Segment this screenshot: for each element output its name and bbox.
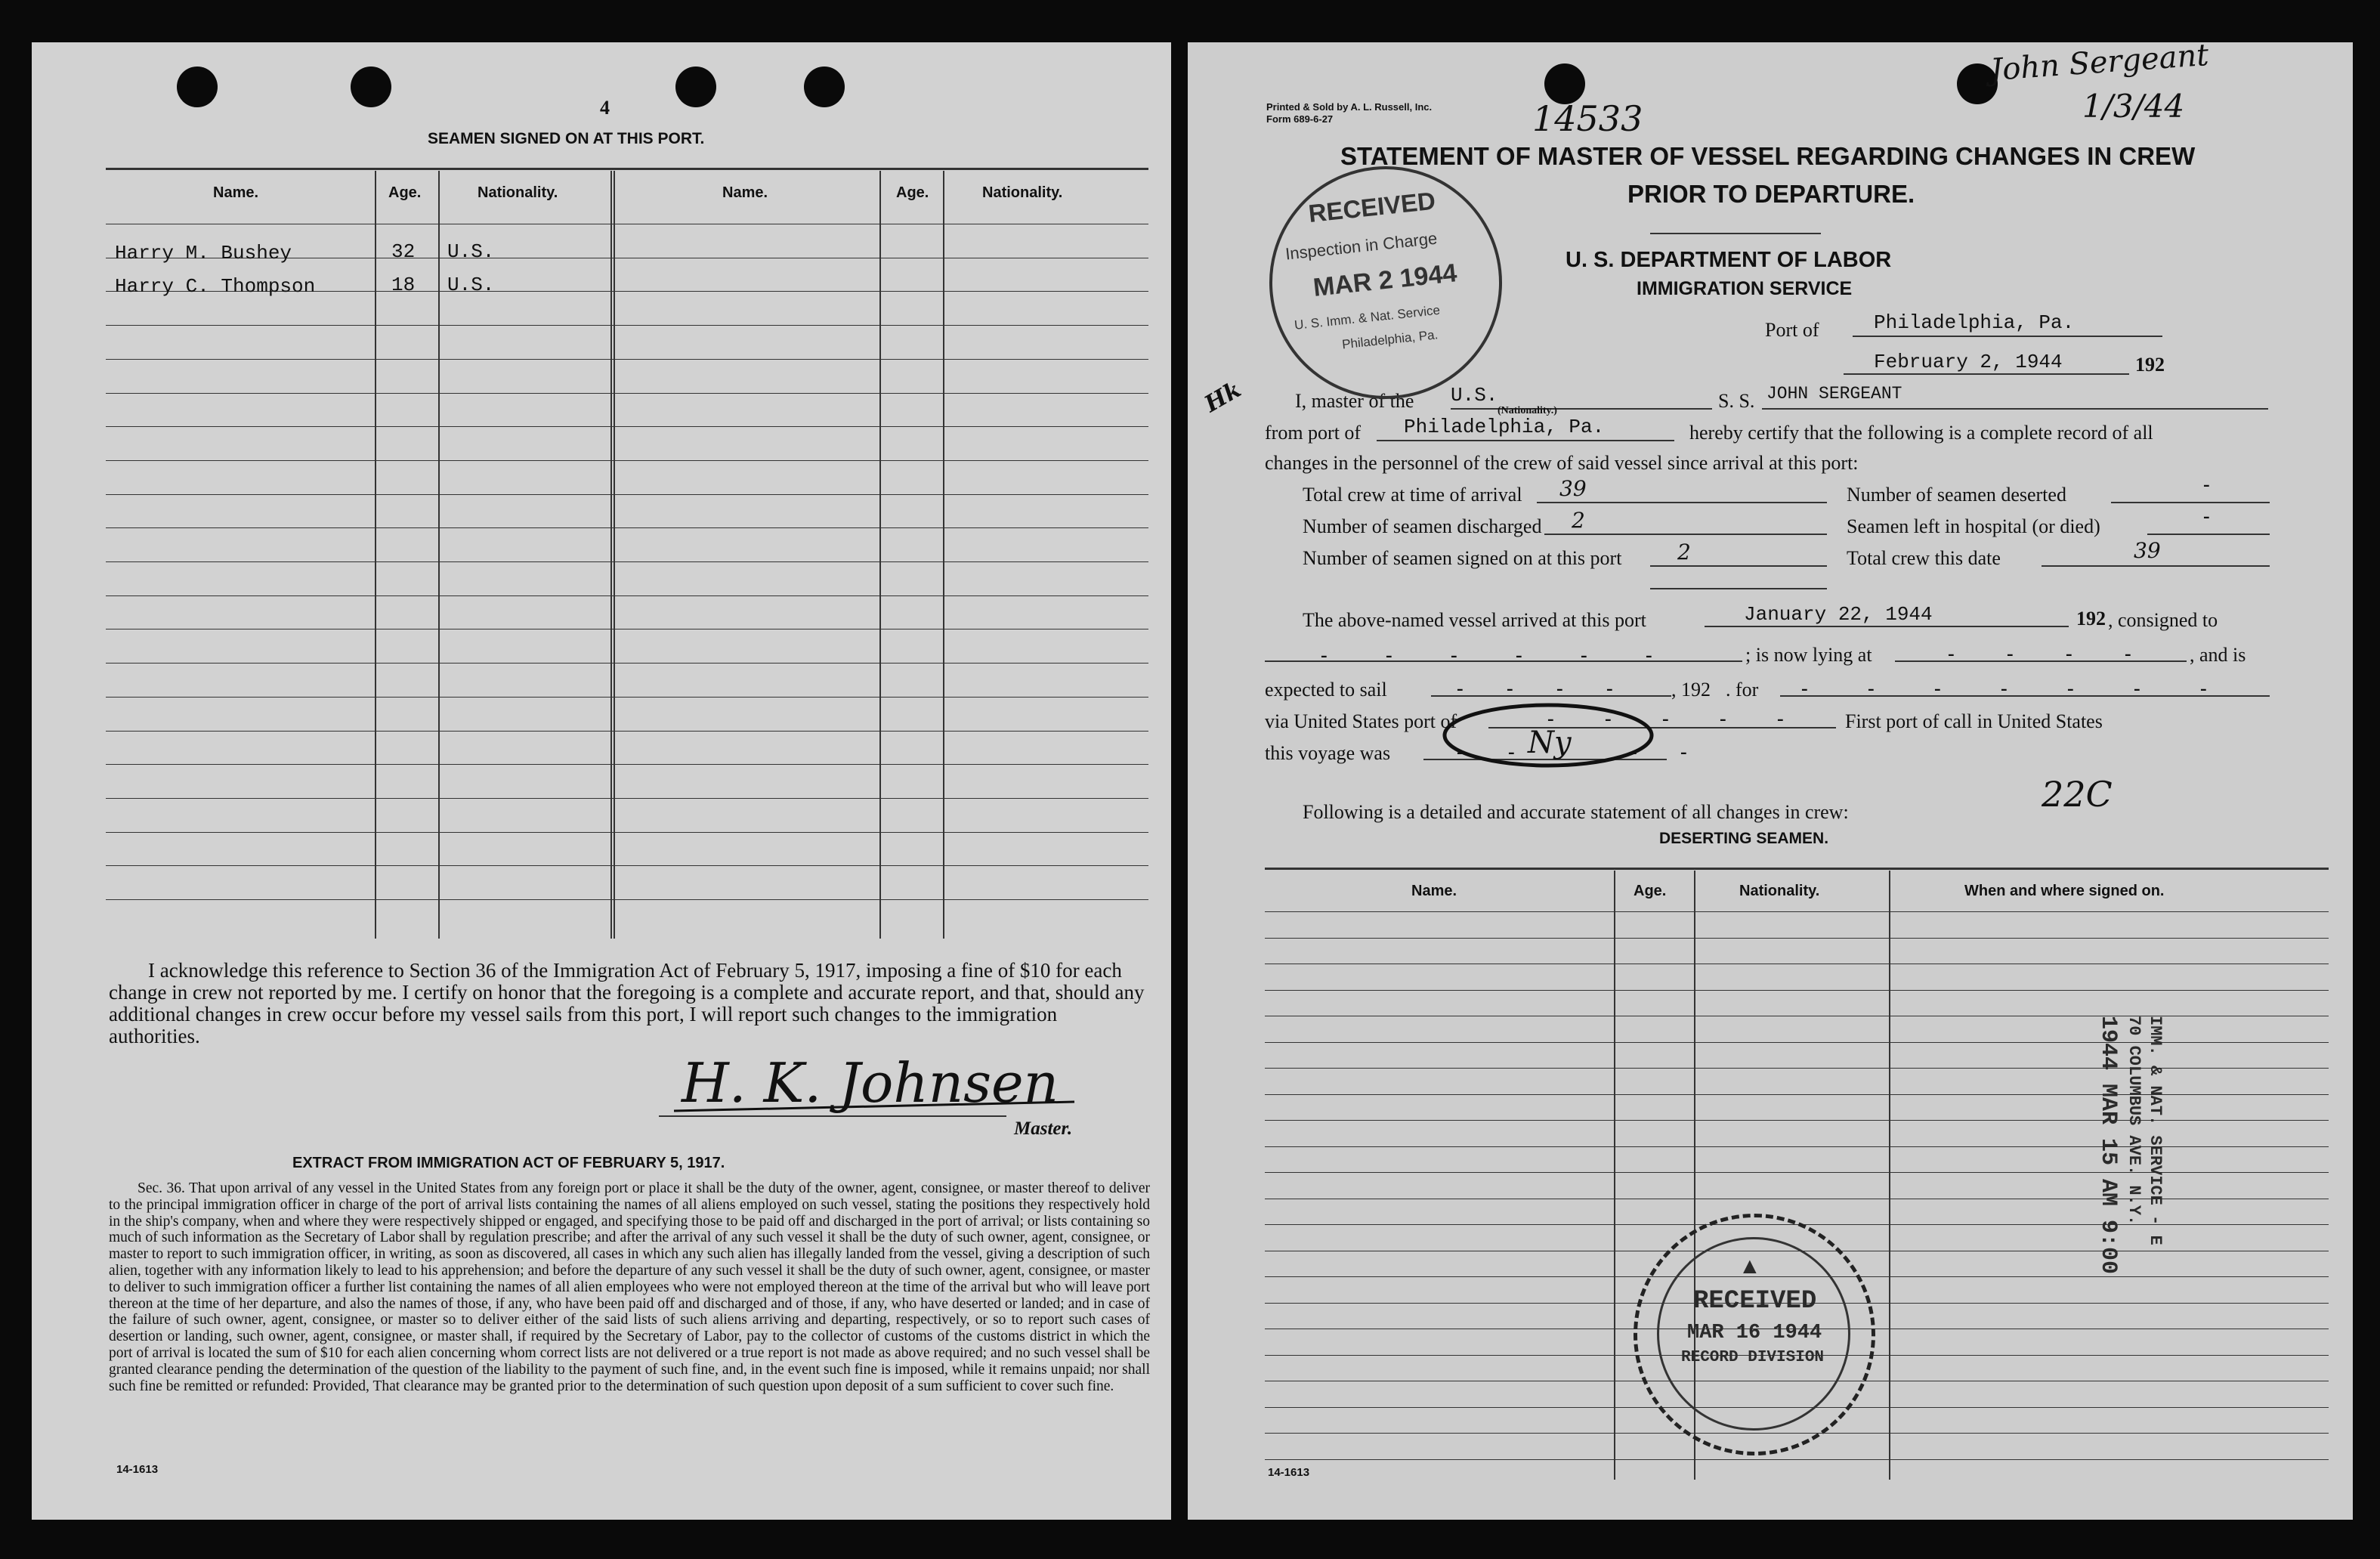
table-row-line (106, 460, 1148, 461)
certify-text: hereby certify that the following is a complete record of all (1689, 422, 2153, 444)
page-number: 4 (600, 97, 610, 119)
table-row-line (106, 663, 1148, 664)
master-of-label: I, master of the (1295, 390, 1414, 412)
dash-mark: - (1457, 677, 1464, 699)
column-divider (1889, 871, 1890, 1480)
handwritten-code: 22C (2042, 774, 2113, 815)
dash-mark: - (1386, 644, 1392, 666)
dash-mark: - (1516, 644, 1522, 666)
form-code: 14-1613 (116, 1463, 159, 1476)
from-port-line (1377, 440, 1674, 441)
table-row-line (106, 359, 1148, 360)
for-label: . for (1726, 679, 1759, 701)
column-header-age: Age. (1634, 883, 1667, 899)
lying-label: ; is now lying at (1745, 644, 1872, 666)
vertical-time-stamp (2090, 1016, 2165, 1288)
dash-mark: - (1547, 707, 1554, 729)
table-row-line (106, 697, 1148, 698)
stamp-text: RECEIVED (1693, 1287, 1817, 1316)
table-row-line (106, 899, 1148, 900)
time-stamp-line: 70 COLUMBUS AVE. N.Y. (2125, 1016, 2144, 1226)
dash-mark: - (2134, 677, 2140, 699)
punch-hole (351, 67, 391, 107)
dash-mark: - (1321, 644, 1328, 666)
following-text: Following is a detailed and accurate statement of all changes in crew: (1303, 801, 1849, 823)
table-row-line (106, 731, 1148, 732)
changes-text: changes in the personnel of the crew of said vessel since arrival at this port: (1265, 452, 1859, 474)
table-top-rule (106, 168, 1148, 170)
stat-line (2111, 502, 2270, 503)
stat-total-rule (1650, 588, 1827, 589)
table-row-line (106, 325, 1148, 326)
corner-note-date: 1/3/44 (2082, 88, 2185, 125)
crew-name: Harry C. Thompson (115, 275, 316, 298)
column-divider (375, 171, 376, 939)
table-row-line (106, 494, 1148, 495)
port-value: Philadelphia, Pa. (1874, 311, 2075, 334)
port-label: Port of (1765, 319, 1819, 341)
table-row-line (1265, 1459, 2329, 1460)
table-row-line (106, 393, 1148, 394)
column-header-name: Name. (1411, 883, 1457, 899)
hospital-value: - (2203, 505, 2210, 527)
crew-nationality: U.S. (447, 240, 495, 263)
title-rule (1650, 233, 1821, 234)
dash-mark: - (1680, 741, 1687, 762)
consigned-label: , consigned to (2108, 609, 2218, 631)
expected-label: expected to sail (1265, 679, 1387, 701)
crew-nationality: U.S. (447, 274, 495, 296)
time-stamp-line: IMM. & NAT. SERVICE - E (2146, 1016, 2165, 1245)
table-row-line (106, 865, 1148, 866)
from-port-value: Philadelphia, Pa. (1404, 416, 1605, 438)
consignee-line (1265, 660, 1742, 662)
total-crew-arrival-value: 39 (1559, 476, 1587, 501)
dash-mark: - (1646, 644, 1652, 666)
ship-name: JOHN SERGEANT (1766, 384, 1902, 404)
form-code: 14-1613 (1268, 1466, 1310, 1479)
department-name: U. S. DEPARTMENT OF LABOR (1566, 248, 1892, 272)
dash-mark: - (1630, 741, 1637, 762)
dash-mark: - (1662, 707, 1669, 729)
dash-mark: - (2067, 677, 2074, 699)
table-row-line (106, 527, 1148, 528)
column-divider (438, 171, 440, 939)
table-row-line (1265, 990, 2329, 991)
and-is-label: , and is (2190, 644, 2246, 666)
punch-hole (675, 67, 716, 107)
column-header-name: Name. (213, 184, 259, 201)
table-row-line (106, 832, 1148, 833)
dash-mark: - (2125, 642, 2131, 664)
stamp-text: MAR 16 1944 (1687, 1322, 1822, 1344)
extract-text: Sec. 36. That upon arrival of any vessel in the United States from any foreign port or place it shall be the duty of the owner, agent, consignee, or master thereof to deliver to the principal immigration officer in charge of the port of arrival lists containing the names of all aliens employed on such vessel, stating the positions they respectively hold in the ship's company, when and where they were respectively shipped or engaged, and specifying those to be paid off and discharged in the port of arrival; or lists containing so much of such information as the Secretary of Labor shall by regulation prescribe; and after the arrival of any such vessel it shall be the duty of such owner, agent, consignee, or master to report to such immigration officer, in writing, as soon as discovered, all cases in which any such alien has illegally landed from the vessel, giving a description of such alien, together with any information likely to lead to his apprehension; and before the departure of any such vessel it shall be the duty of such owner, agent, consignee, or master to deliver to such immigration officer a further list containing the names of all alien employees who were not employed thereon at the time of the arrival but who will leave port thereon at the time of her departure, and also the names of those, if any, who have been paid off and discharged and of those, if any, who have deserted or landed; and in case of the failure of such owner, agent, consignee, or master so to deliver either of the said lists of such aliens arriving and departing, respectively, or so to report such cases of desertion or landing, such owner, agent, consignee, or master shall, if required by the Secretary of Labor, pay to the collector of customs of the customs district in which the port of arrival is located the sum of $10 for each alien concerning whom correct lists are not delivered or a true report is not made as above required; and no such vessel shall be granted clearance pending the determination of the question of the liability to the payment of such fine, and, in the event such fine is imposed, while it remains unpaid; nor shall such fine be remitted or refunded: Provided, That clearance may be granted prior to the determination of such question upon deposit of a sum sufficient to cover such fine. (109, 1180, 1150, 1394)
triangle-icon: ▲ (1739, 1254, 1761, 1279)
form-title-line1: STATEMENT OF MASTER OF VESSEL REGARDING CHANGES IN CREW (1340, 142, 2196, 170)
table-row-line (1265, 1068, 2329, 1069)
column-header-age: Age. (896, 184, 929, 201)
dash-mark: - (1606, 677, 1613, 699)
nationality-line (1451, 408, 1712, 410)
via-label: via United States port of (1265, 710, 1457, 732)
table-row-line (1265, 1172, 2329, 1173)
deserted-label: Number of seamen deserted (1847, 484, 2066, 506)
service-name: IMMIGRATION SERVICE (1637, 278, 1853, 299)
dash-mark: - (1508, 741, 1515, 762)
table-row-line (1265, 938, 2329, 939)
time-stamp-line: 1944 MAR 15 AM 9:00 (2095, 1016, 2121, 1275)
column-header-nationality: Nationality. (478, 184, 558, 201)
table-row-line (1265, 1120, 2329, 1121)
stat-line (2042, 565, 2270, 567)
signed-on-label: Number of seamen signed on at this port (1303, 547, 1622, 569)
printer-line: Printed & Sold by A. L. Russell, Inc. (1266, 101, 1433, 113)
ship-name-line (1762, 408, 2268, 410)
column-divider (610, 171, 612, 939)
form-title-line2: PRIOR TO DEPARTURE. (1627, 180, 1915, 208)
lying-line (1895, 660, 2187, 662)
signature-line (659, 1115, 1006, 1117)
extract-title: EXTRACT FROM IMMIGRATION ACT OF FEBRUARY 5, 1917. (292, 1155, 725, 1171)
ss-label: S. S. (1718, 390, 1755, 412)
column-divider (943, 171, 944, 939)
table-row-line (106, 595, 1148, 596)
file-number: 14533 (1532, 98, 1643, 139)
nationality-caption: (Nationality.) (1498, 405, 1557, 416)
arrived-label: The above-named vessel arrived at this port (1303, 609, 1646, 631)
dash-mark: - (2007, 642, 2014, 664)
date-line (1844, 373, 2129, 375)
column-divider (1614, 871, 1615, 1480)
column-divider (614, 171, 615, 939)
stamp-text: MAR 2 1944 (1312, 258, 1459, 302)
table-row-line (106, 426, 1148, 427)
dash-mark: - (1934, 677, 1941, 699)
table-row-line (1265, 1042, 2329, 1043)
dash-mark: - (1801, 677, 1808, 699)
dash-mark: - (2001, 677, 2008, 699)
dash-mark: - (1581, 644, 1587, 666)
deserted-value: - (2203, 473, 2210, 495)
nationality-value: U.S. (1451, 384, 1498, 407)
arrived-year: 192 (2076, 608, 2106, 629)
voyage-label: this voyage was (1265, 742, 1391, 764)
crew-age: 32 (391, 240, 416, 263)
column-header-nationality: Nationality. (1739, 883, 1820, 899)
dash-mark: - (2200, 677, 2207, 699)
expected-year: , 192 (1671, 679, 1711, 701)
dash-mark: - (1451, 644, 1457, 666)
received-stamp-bottom (1634, 1214, 1875, 1455)
for-line (1780, 695, 2270, 697)
stamp-text: Philadelphia, Pa. (1341, 327, 1439, 352)
discharged-label: Number of seamen discharged (1303, 515, 1542, 537)
punch-hole (177, 67, 218, 107)
table-row-line (1265, 1094, 2329, 1095)
crew-age: 18 (391, 274, 416, 296)
table-row-line (106, 561, 1148, 562)
stamp-text: U. S. Imm. & Nat. Service (1294, 302, 1441, 333)
left-page (32, 42, 1171, 1520)
stamp-text: Inspection in Charge (1284, 228, 1439, 264)
signed-on-value: 2 (1677, 540, 1691, 565)
voyage-value: Ny (1528, 725, 1572, 760)
first-call-label: First port of call in United States (1845, 710, 2103, 732)
from-port-label: from port of (1265, 422, 1362, 444)
dash-mark: - (1457, 741, 1464, 762)
table-row-line (106, 764, 1148, 765)
table-row-line (1265, 911, 2329, 912)
table-top-rule (1265, 868, 2329, 870)
stat-line (1537, 502, 1827, 503)
deserting-title: DESERTING SEAMEN. (1659, 830, 1829, 847)
table-row-line (1265, 1146, 2329, 1147)
master-label: Master. (1014, 1118, 1073, 1139)
dash-mark: - (1720, 707, 1726, 729)
svg-text:H. K. Johnsen: H. K. Johnsen (682, 1051, 1059, 1115)
port-line (1853, 336, 2162, 337)
table-row-line (106, 798, 1148, 799)
acknowledgment-paragraph: I acknowledge this reference to Section 36 of the Immigration Act of February 5, 1917, imposing a fine of $10 for each change in crew not reported by me. I certify on honor that the foregoing is a complete and accurate report, and that, should any additional changes in crew occur before my vessel sails from this port, I will report such changes to the immigration authorities. (109, 959, 1145, 1047)
stamp-text: RECORD DIVISION (1681, 1349, 1825, 1366)
dash-mark: - (2066, 642, 2072, 664)
column-header-signed-on: When and where signed on. (1964, 883, 2165, 899)
total-crew-arrival-label: Total crew at time of arrival (1303, 484, 1522, 506)
stat-line (1544, 534, 1827, 535)
column-header-name: Name. (722, 184, 768, 201)
column-header-nationality: Nationality. (982, 184, 1063, 201)
total-crew-date-value: 39 (2134, 538, 2161, 563)
dash-mark: - (1507, 677, 1513, 699)
stat-line (1650, 565, 1827, 567)
column-divider (879, 171, 881, 939)
stamp-text: RECEIVED (1306, 186, 1437, 228)
date-value: February 2, 1944 (1874, 351, 2063, 373)
initials-mark: Hk (1200, 376, 1246, 418)
section-title: SEAMEN SIGNED ON AT THIS PORT. (428, 130, 705, 147)
stat-line (2147, 534, 2270, 535)
arrived-line (1705, 626, 2069, 627)
dash-mark: - (1605, 707, 1612, 729)
hospital-label: Seamen left in hospital (or died) (1847, 515, 2100, 537)
dash-mark: - (1777, 707, 1784, 729)
crew-name: Harry M. Bushey (115, 242, 292, 264)
discharged-value: 2 (1572, 508, 1585, 533)
dash-mark: - (1948, 642, 1955, 664)
total-crew-date-label: Total crew this date (1847, 547, 2001, 569)
dash-mark: - (1556, 677, 1563, 699)
punch-hole (804, 67, 845, 107)
year-suffix: 192 (2135, 354, 2165, 376)
form-number: Form 689-6-27 (1266, 113, 1334, 125)
corner-note-name: John Sergeant (1989, 37, 2210, 88)
arrived-value: January 22, 1944 (1744, 603, 1933, 626)
column-header-age: Age. (388, 184, 422, 201)
dash-mark: - (1868, 677, 1875, 699)
